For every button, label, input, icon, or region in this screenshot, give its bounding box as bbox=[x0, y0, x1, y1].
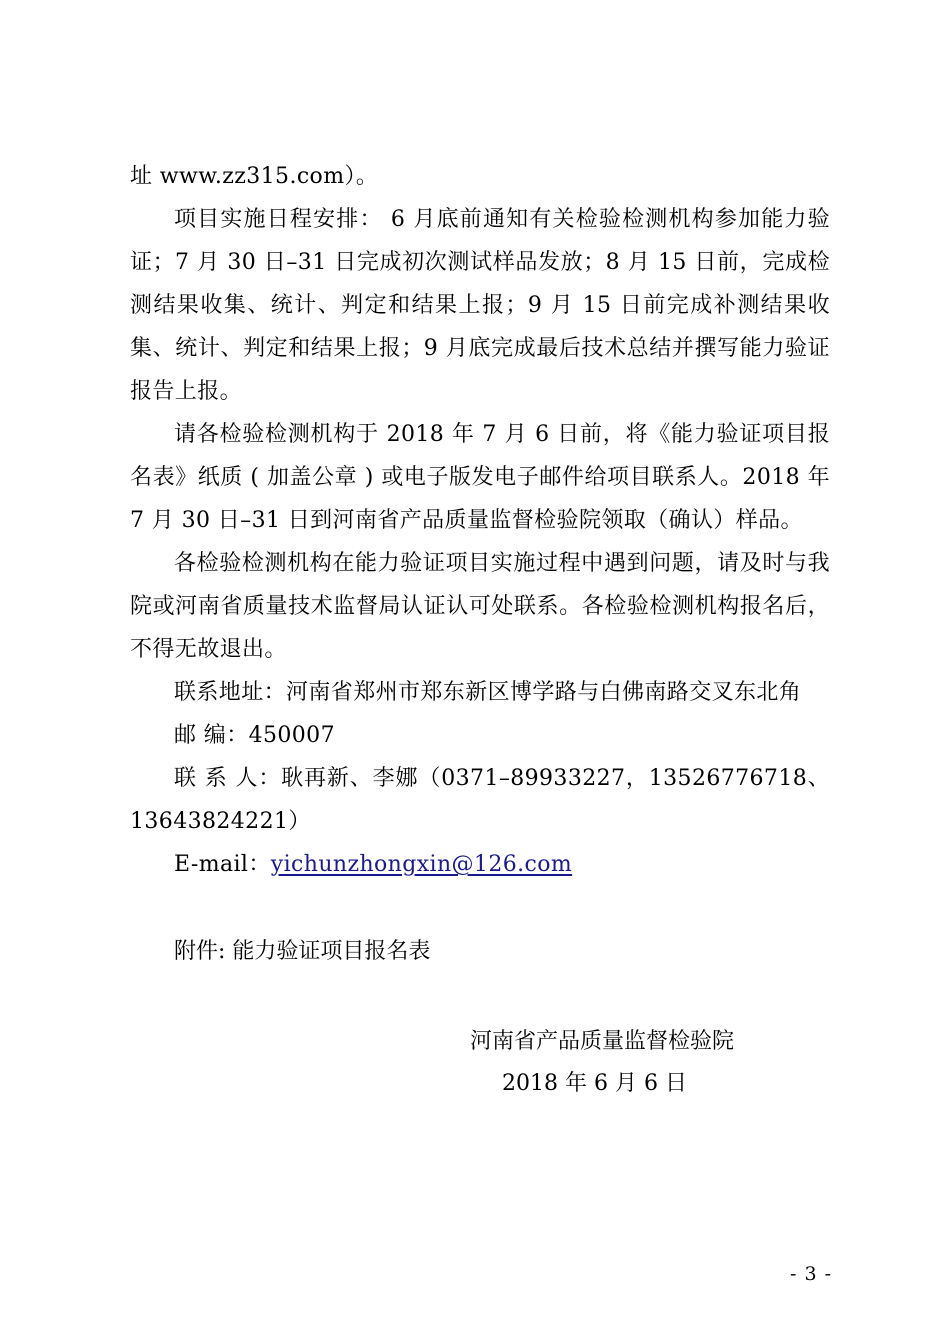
paragraph-email bbox=[130, 843, 830, 886]
paragraph-registration: 请各检验检测机构于 2018 年 7 月 6 日前，将《能力验证项目报名表》纸质 ( 加盖公章 ) 或电子版发电子邮件给项目联系人。2018 年 7 月 30 日–31 日到河南省产品质量监督检验院领取（确认）样品。 bbox=[130, 422, 830, 533]
signature-date: 2018 年 6 月 6 日 bbox=[502, 1071, 687, 1096]
attachment-line: 附件: 能力验证项目报名表 bbox=[174, 939, 431, 964]
paragraph-schedule: 项目实施日程安排： 6 月底前通知有关检验检测机构参加能力验证；7 月 30 日–31 日完成初次测试样品发放；8 月 15 日前，完成检测结果收集、统计、判定和结果上报；9 月 15 日前完成补测结果收集、统计、判定和结果上报；9 月底完成最后技术总结并撰写能力验证报告上报。 bbox=[130, 207, 830, 404]
paragraph-contact-person: 联 系 人：耿再新、李娜（0371–89933227，13526776718、13643824221） bbox=[130, 766, 830, 834]
signature-block bbox=[130, 1021, 830, 1105]
signature-organization: 河南省产品质量监督检验院 bbox=[470, 1029, 735, 1054]
paragraph-addr-continuation: 址 www.zz315.com）。 bbox=[130, 164, 379, 189]
page-number: - 3 - bbox=[789, 1263, 832, 1285]
email-link[interactable]: yichunzhongxin@126.com bbox=[270, 852, 573, 877]
paragraph-contact-address: 联系地址：河南省郑州市郑东新区博学路与白佛南路交叉东北角 bbox=[174, 680, 802, 705]
email-label: E-mail： bbox=[174, 852, 271, 877]
document-body bbox=[130, 155, 830, 1105]
paragraph-problems: 各检验检测机构在能力验证项目实施过程中遇到问题，请及时与我院或河南省质量技术监督局认证认可处联系。各检验检测机构报名后，不得无故退出。 bbox=[130, 551, 830, 662]
paragraph-postcode: 邮 编：450007 bbox=[174, 723, 335, 748]
